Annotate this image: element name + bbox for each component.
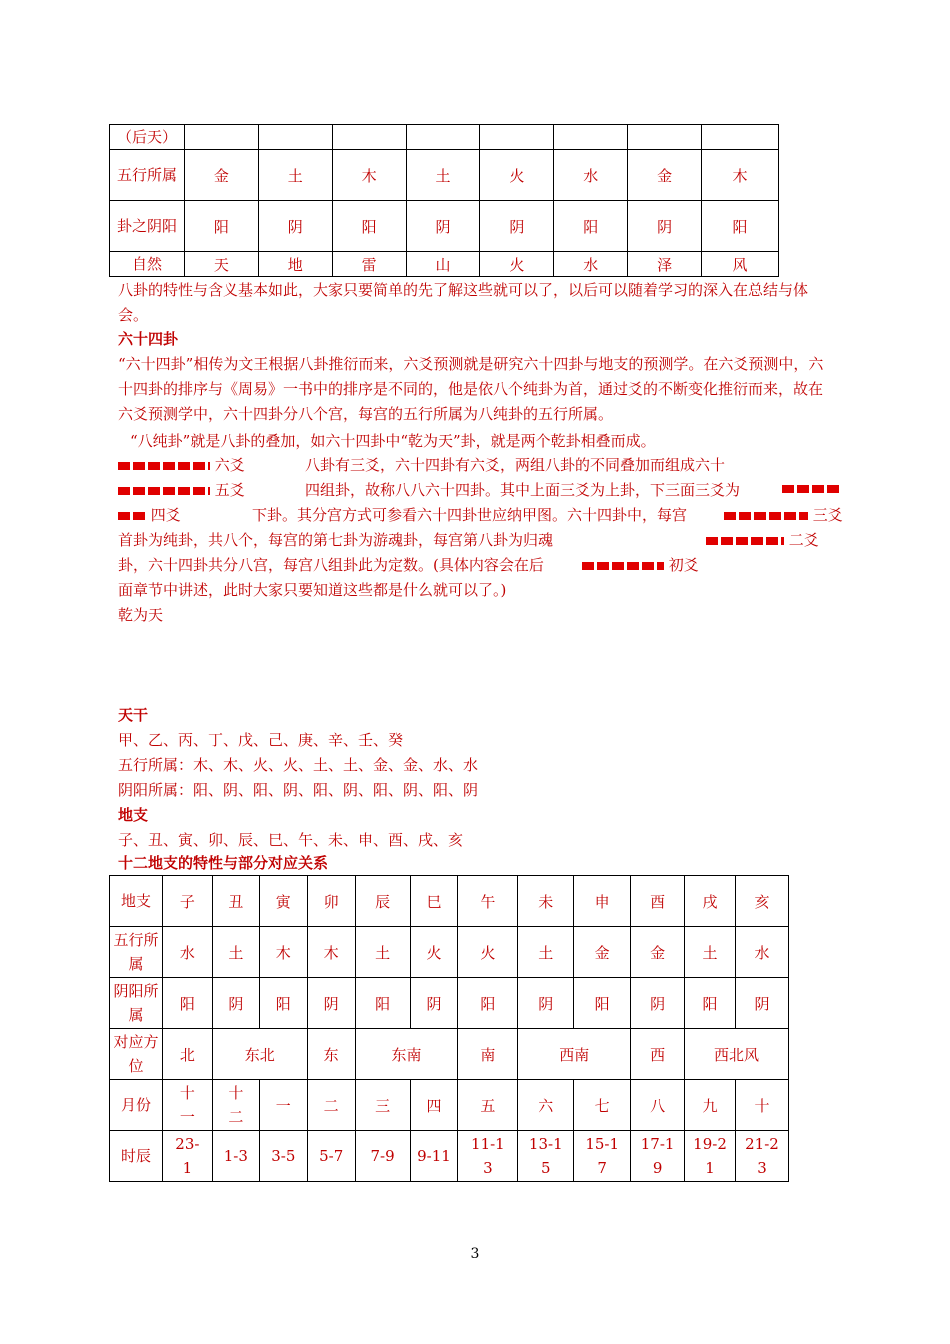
section-heading-tiangan: 天干	[118, 706, 149, 724]
table-cell: 水	[735, 927, 788, 978]
table-cell: 天	[184, 252, 258, 277]
table-cell: 阳	[332, 201, 406, 252]
table-cell: 东	[307, 1029, 355, 1080]
table-cell: 丑	[212, 876, 259, 927]
table-cell: 三	[355, 1080, 410, 1131]
table-row	[110, 125, 779, 150]
yao-line-2-bar	[706, 529, 819, 550]
table-row	[110, 1029, 789, 1080]
table-cell: 午	[458, 876, 518, 927]
yao-text: 下卦。其分宫方式可参看六十四卦世应纳甲图。六十四卦中，每宫	[252, 506, 688, 524]
table-cell: 3-5	[259, 1131, 307, 1182]
table-cell: 阳	[702, 201, 779, 252]
table-row	[110, 150, 779, 201]
tiangan-yinyang: 阴阳所属：阳、阴、阳、阴、阳、阴、阳、阴、阳、阴	[118, 781, 479, 799]
table-cell: 十二	[212, 1080, 259, 1131]
table-cell: 9-11	[410, 1131, 458, 1182]
trigram-table	[109, 124, 779, 277]
table-cell: 1-3	[212, 1131, 259, 1182]
table-cell: 阴	[480, 201, 554, 252]
table-cell: 寅	[259, 876, 307, 927]
table-cell: 雷	[332, 252, 406, 277]
table-cell: 子	[162, 876, 212, 927]
table-cell: 木	[332, 150, 406, 201]
table-cell: 火	[480, 150, 554, 201]
table-cell: 阳	[554, 201, 628, 252]
table-cell: 阳	[458, 978, 518, 1029]
row-header: 地支	[110, 876, 163, 927]
table-cell: 阴	[410, 978, 458, 1029]
row-header: 月份	[110, 1080, 163, 1131]
table-row	[110, 927, 789, 978]
table-cell: 东南	[355, 1029, 458, 1080]
table-cell: 未	[518, 876, 574, 927]
table-cell	[332, 125, 406, 150]
table-cell: 金	[574, 927, 631, 978]
yao-label: 五爻	[214, 481, 245, 499]
table-row	[110, 876, 789, 927]
table-cell: 土	[406, 150, 480, 201]
table-cell: 七	[574, 1080, 631, 1131]
table-cell: 21-23	[735, 1131, 788, 1182]
table-cell: 阴	[258, 201, 332, 252]
row-header: 自然	[110, 252, 185, 277]
table-cell	[702, 125, 779, 150]
yao-line-5	[118, 479, 245, 500]
table-cell: 北	[162, 1029, 212, 1080]
intro-paragraph: 八卦的特性与含义基本如此，大家只要简单的先了解这些就可以了，以后可以随着学习的深入在总结与体会。	[118, 281, 809, 324]
yang-line-icon	[724, 512, 808, 520]
table-row	[110, 252, 779, 277]
row-header: （后天）	[110, 125, 185, 150]
table-cell: 土	[355, 927, 410, 978]
table-cell: 阳	[574, 978, 631, 1029]
table-cell	[628, 125, 702, 150]
yao-line-1-bar	[582, 554, 699, 575]
table-cell: 11-13	[458, 1131, 518, 1182]
tiangan-wuxing: 五行所属：木、木、火、火、土、土、金、金、水、水	[118, 756, 479, 774]
table-cell: 阴	[631, 978, 685, 1029]
table-cell: 戌	[685, 876, 736, 927]
yao-text: 面章节中讲述，此时大家只要知道这些都是什么就可以了。)	[118, 581, 507, 599]
table-cell: 五	[458, 1080, 518, 1131]
yang-line-icon	[582, 562, 664, 570]
table-cell: 火	[480, 252, 554, 277]
table-cell: 土	[258, 150, 332, 201]
yao-label: 三爻	[812, 506, 843, 524]
table-cell	[480, 125, 554, 150]
table-cell: 水	[162, 927, 212, 978]
table-cell: 阴	[406, 201, 480, 252]
pure-trigram-paragraph: “八纯卦”就是八卦的叠加，如六十四卦中“乾为天”卦，就是两个乾卦相叠而成。	[130, 432, 656, 450]
table-cell: 阳	[259, 978, 307, 1029]
table-cell: 阳	[184, 201, 258, 252]
table-cell: 金	[628, 150, 702, 201]
branch-table	[109, 875, 789, 1182]
table-cell: 阳	[355, 978, 410, 1029]
table-cell: 申	[574, 876, 631, 927]
table-cell: 金	[631, 927, 685, 978]
table-cell: 19-21	[685, 1131, 736, 1182]
table-cell: 卯	[307, 876, 355, 927]
yao-label: 四爻	[150, 506, 181, 524]
yang-line-icon	[118, 512, 146, 520]
table-cell: 15-17	[574, 1131, 631, 1182]
yao-line-4	[118, 504, 181, 525]
table-cell: 阴	[735, 978, 788, 1029]
table-cell: 九	[685, 1080, 736, 1131]
yao-label: 六爻	[214, 456, 245, 474]
table-row	[110, 201, 779, 252]
table-cell: 一	[259, 1080, 307, 1131]
yao-line-4-bar-a	[782, 479, 842, 497]
yang-line-icon	[118, 487, 210, 495]
yao-text: 四组卦，故称八八六十四卦。其中上面三爻为上卦，下三面三爻为	[305, 481, 741, 499]
table-row	[110, 978, 789, 1029]
table-cell: 阴	[518, 978, 574, 1029]
table-cell: 阴	[628, 201, 702, 252]
table-cell: 风	[702, 252, 779, 277]
hexagram-name: 乾为天	[118, 606, 164, 624]
section-heading-branch-table: 十二地支的特性与部分对应关系	[118, 854, 329, 872]
table-cell: 八	[631, 1080, 685, 1131]
table-cell: 酉	[631, 876, 685, 927]
table-cell: 木	[307, 927, 355, 978]
table-cell: 四	[410, 1080, 458, 1131]
yang-line-icon	[118, 462, 210, 470]
table-cell: 火	[458, 927, 518, 978]
table-cell: 泽	[628, 252, 702, 277]
table-cell: 土	[685, 927, 736, 978]
yao-text: 八卦有三爻，六十四卦有六爻，两组八卦的不同叠加而组成六十	[305, 456, 726, 474]
table-cell: 17-19	[631, 1131, 685, 1182]
yao-label: 二爻	[788, 531, 819, 549]
table-cell: 山	[406, 252, 480, 277]
table-cell: 十一	[162, 1080, 212, 1131]
yang-line-icon	[782, 485, 842, 493]
row-header: 时辰	[110, 1131, 163, 1182]
table-cell: 土	[518, 927, 574, 978]
section-heading-dizhi: 地支	[118, 806, 149, 824]
dizhi-list: 子、丑、寅、卯、辰、巳、午、未、申、酉、戌、亥	[118, 831, 464, 849]
table-cell: 木	[259, 927, 307, 978]
table-cell: 十	[735, 1080, 788, 1131]
table-cell	[554, 125, 628, 150]
table-cell: 六	[518, 1080, 574, 1131]
table-cell: 东北	[212, 1029, 307, 1080]
yao-text: 首卦为纯卦，共八个，每宫的第七卦为游魂卦，每宫第八卦为归魂	[118, 531, 554, 549]
tiangan-list: 甲、乙、丙、丁、戊、己、庚、辛、壬、癸	[118, 731, 404, 749]
table-cell	[406, 125, 480, 150]
table-cell: 西南	[518, 1029, 631, 1080]
table-cell: 西	[631, 1029, 685, 1080]
table-cell: 13-15	[518, 1131, 574, 1182]
table-cell: 南	[458, 1029, 518, 1080]
yin-line-icon	[706, 537, 784, 545]
table-cell: 木	[702, 150, 779, 201]
section-heading-hexagrams: 六十四卦	[118, 330, 179, 348]
table-cell: 水	[554, 150, 628, 201]
row-header: 五行所属	[110, 927, 163, 978]
table-cell: 辰	[355, 876, 410, 927]
row-header: 卦之阴阳	[110, 201, 185, 252]
table-cell: 23-1	[162, 1131, 212, 1182]
yao-text: 卦，六十四卦共分八宫，每宫八组卦此为定数。(具体内容会在后	[118, 556, 544, 574]
table-cell: 二	[307, 1080, 355, 1131]
table-cell	[258, 125, 332, 150]
row-header: 五行所属	[110, 150, 185, 201]
table-cell: 阳	[685, 978, 736, 1029]
table-cell: 5-7	[307, 1131, 355, 1182]
yao-line-3-bar	[724, 504, 843, 525]
table-cell: 土	[212, 927, 259, 978]
table-cell: 阴	[307, 978, 355, 1029]
table-cell: 火	[410, 927, 458, 978]
row-header: 对应方位	[110, 1029, 163, 1080]
table-cell: 金	[184, 150, 258, 201]
table-cell: 阴	[212, 978, 259, 1029]
table-cell: 阳	[162, 978, 212, 1029]
table-cell: 巳	[410, 876, 458, 927]
table-cell: 地	[258, 252, 332, 277]
table-cell: 水	[554, 252, 628, 277]
yao-label: 初爻	[668, 556, 699, 574]
row-header: 阴阳所属	[110, 978, 163, 1029]
table-cell: 西北风	[685, 1029, 789, 1080]
table-cell: 亥	[735, 876, 788, 927]
page-number: 3	[470, 1246, 480, 1262]
hexagram-paragraph: “六十四卦”相传为文王根据八卦推衍而来，六爻预测就是研究六十四卦与地支的预测学。在六爻预测中，六十四卦的排序与《周易》一书中的排序是不同的，他是依八个纯卦为首，通过爻的不断变化推衍而来，故在六爻预测学中，六十四卦分八个宫，每宫的五行所属为八纯卦的五行所属。	[118, 355, 824, 423]
table-cell: 7-9	[355, 1131, 410, 1182]
table-cell	[184, 125, 258, 150]
yao-line-6	[118, 454, 245, 475]
table-row	[110, 1131, 789, 1182]
table-row	[110, 1080, 789, 1131]
